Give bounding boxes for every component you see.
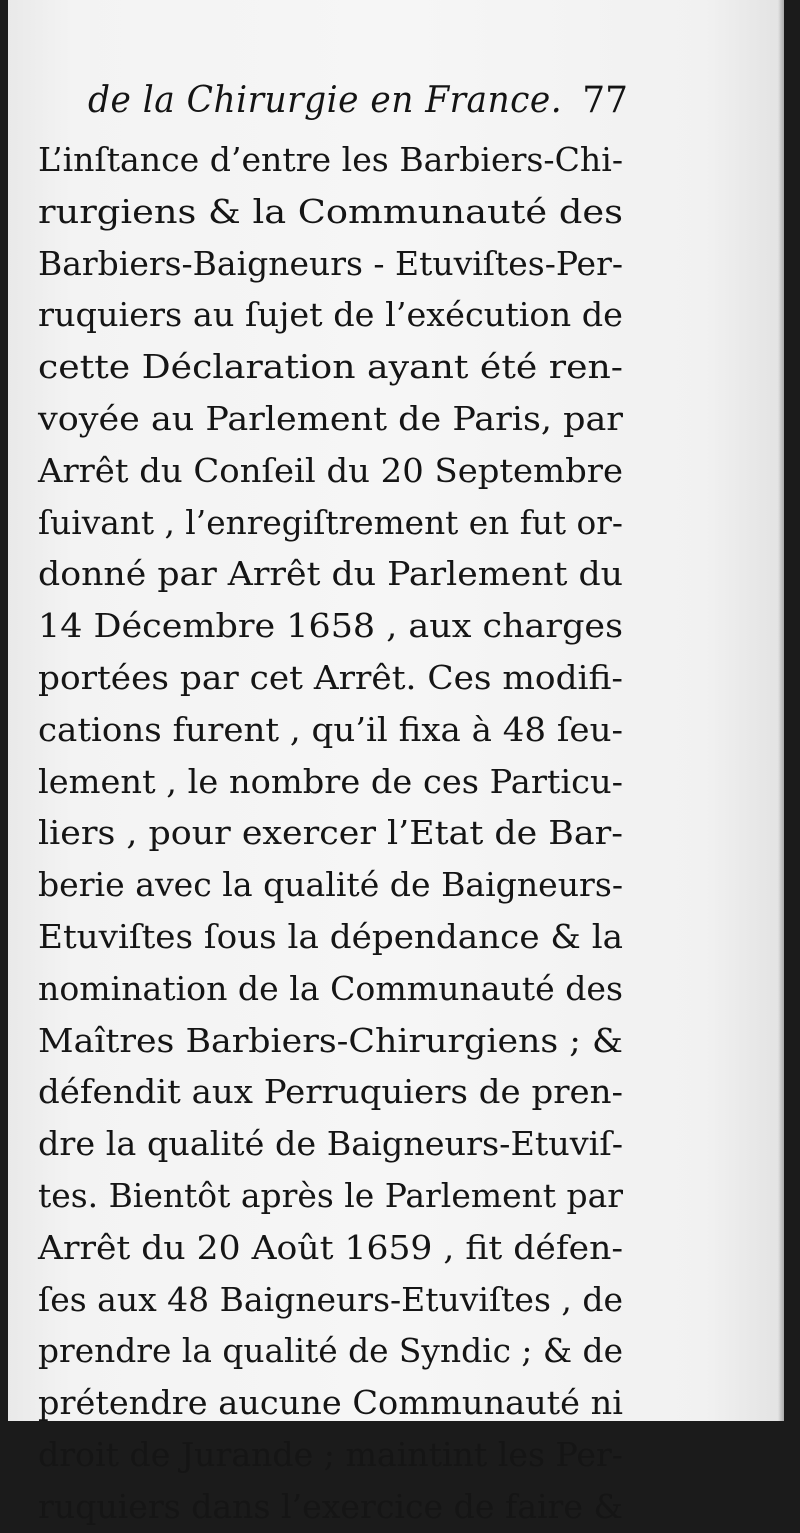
text-line: voyée au Parlement de Paris, par — [38, 398, 623, 438]
text-line: Arrêt du 20 Août 1659 , fit défen- — [38, 1227, 623, 1267]
text-line: donné par Arrêt du Parlement du — [38, 554, 623, 594]
text-line: berie avec la qualité de Baigneurs- — [38, 865, 623, 905]
text-line: Maîtres Barbiers-Chirurgiens ; & — [38, 1020, 623, 1060]
text-line: tes. Bientôt après le Parlement par — [38, 1175, 623, 1215]
text-line: cations furent , qu’il fixa à 48 ſeu- — [38, 709, 623, 749]
text-line: ruquiers au ſujet de l’exécution de — [38, 295, 623, 335]
text-line: cette Déclaration ayant été ren- — [38, 347, 623, 387]
body-text — [38, 134, 623, 1533]
text-line: défendit aux Perruquiers de pren- — [38, 1072, 623, 1112]
running-title: de la Chirurgie en France. — [88, 80, 563, 121]
text-line: ſes aux 48 Baigneurs-Etuviſtes , de — [38, 1279, 623, 1319]
book-page — [8, 0, 784, 1526]
text-line: portées par cet Arrêt. Ces modifi- — [38, 657, 623, 697]
text-line: dre la qualité de Baigneurs-Etuviſ- — [38, 1124, 623, 1164]
text-line: Etuviſtes ſous la dépendance & la — [38, 916, 623, 956]
text-line: L’inſtance d’entre les Barbiers-Chi- — [38, 140, 624, 179]
text-line: Barbiers-Baigneurs - Etuviſtes-Per- — [38, 243, 623, 283]
text-line: ruquiers dans l’exercice de faire & — [38, 1486, 623, 1526]
text-line: 14 Décembre 1658 , aux charges — [38, 606, 623, 646]
text-line: Arrêt du Conſeil du 20 Septembre — [38, 450, 624, 490]
text-line: ſuivant , l’enregiſtrement en fut or- — [38, 502, 623, 542]
page-header — [88, 70, 628, 130]
page-number: 77 — [582, 80, 628, 121]
text-line: nomination de la Communauté des — [38, 968, 623, 1008]
text-line: prendre la qualité de Syndic ; & de — [38, 1331, 623, 1371]
text-line: droit de Jurande ; maintint les Per- — [38, 1434, 623, 1474]
text-line: lement , le nombre de ces Particu- — [38, 761, 623, 801]
text-line: prétendre aucune Communauté ni — [38, 1383, 623, 1423]
text-line: rurgiens & la Communauté des — [38, 191, 623, 231]
text-line: liers , pour exercer l’Etat de Bar- — [38, 813, 623, 853]
